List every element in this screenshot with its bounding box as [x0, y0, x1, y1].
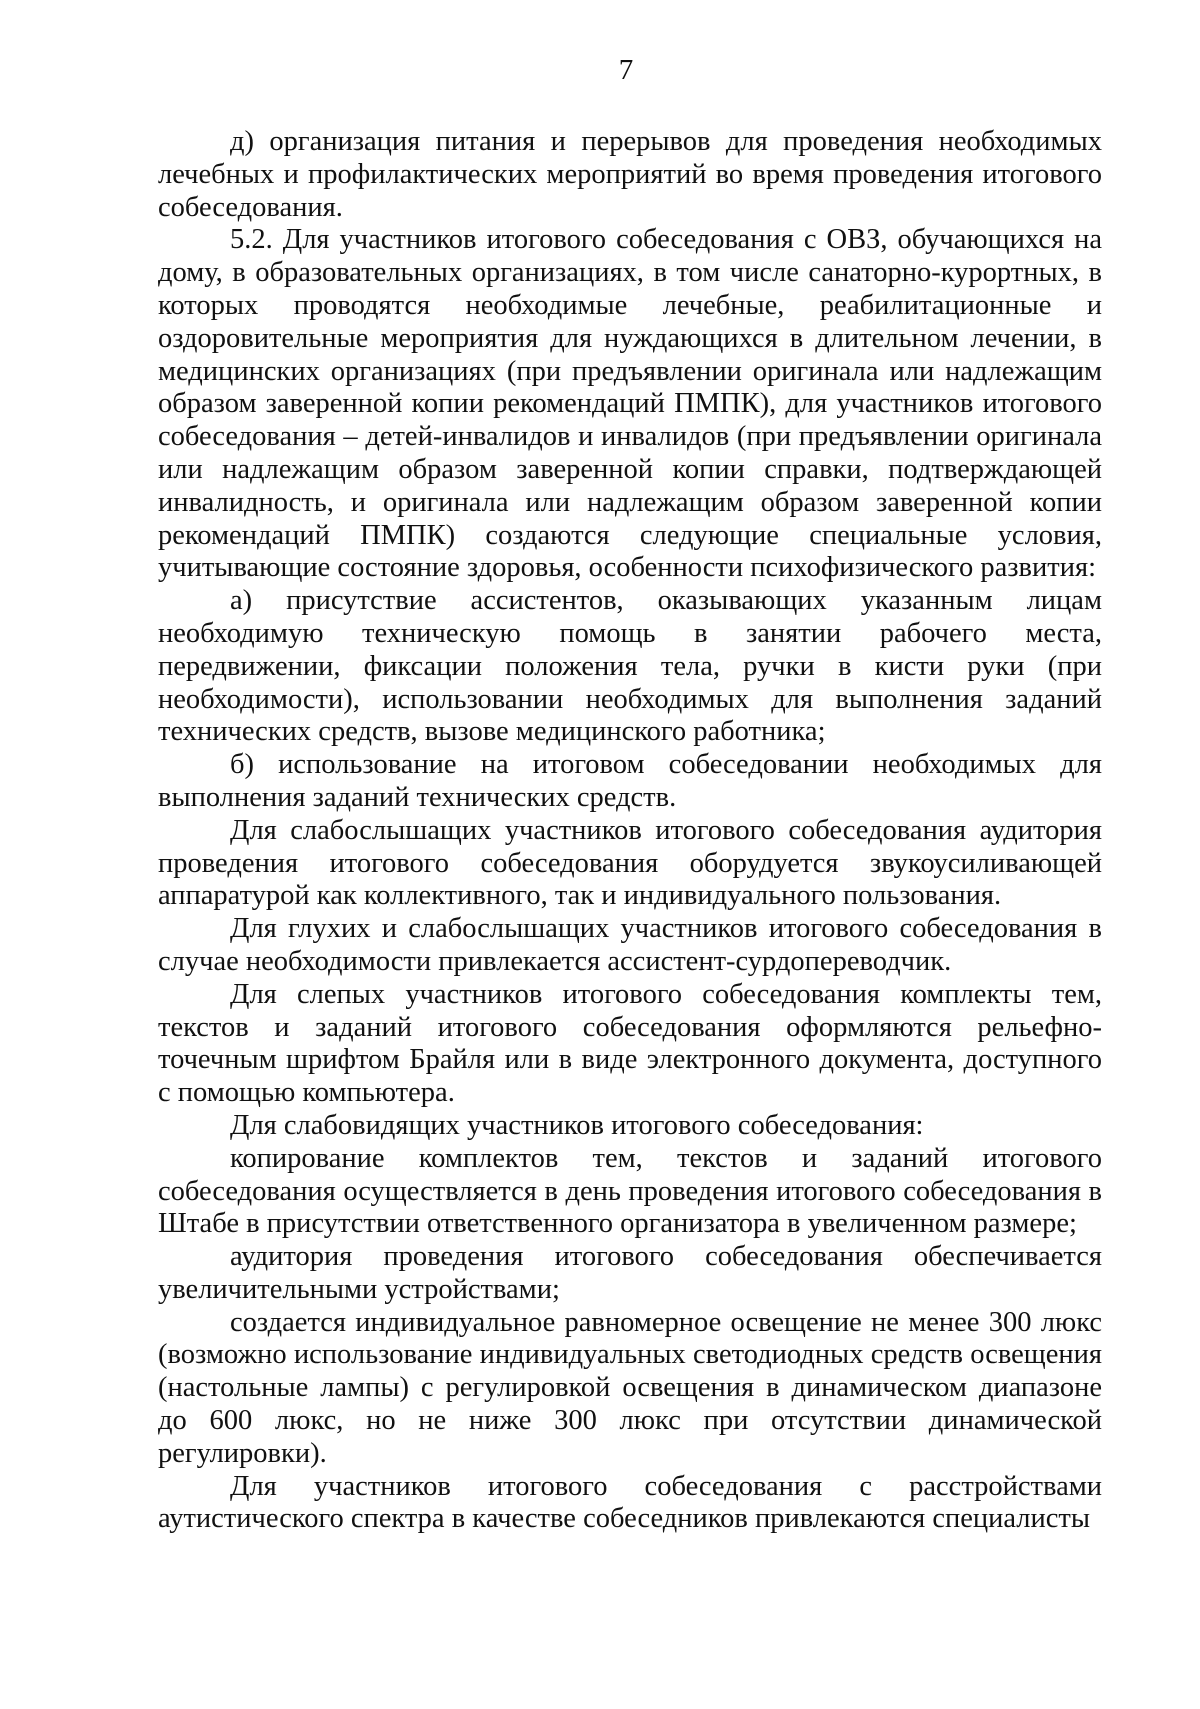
paragraph-deaf: Для глухих и слабослышащих участников итогового собеседования в случае необходимости привлекается ассистент-сурдопереводчик. [158, 913, 1102, 977]
paragraph-autism-spectrum: Для участников итогового собеседования с расстройствами аутистического спектра в качестве собеседников привлекаются специалисты [158, 1470, 1102, 1535]
paragraph-b-technical-means: б) использование на итоговом собеседовании необходимых для выполнения заданий технических средств. [158, 749, 1102, 813]
paragraph-magnifiers: аудитория проведения итогового собеседования обеспечивается увеличительными устройствами; [158, 1241, 1102, 1305]
document-body [158, 126, 1102, 1536]
paragraph-d-meals-breaks: д) организация питания и перерывов для проведения необходимых лечебных и профилактических мероприятий во время проведения итогового собеседования. [158, 126, 1102, 223]
paragraph-copying-materials: копирование комплектов тем, текстов и заданий итогового собеседования осуществляется в день проведения итогового собеседования в Штабе в присутствии ответственного организатора в увеличенном размере; [158, 1142, 1102, 1240]
paragraph-5-2-special-conditions: 5.2. Для участников итогового собеседования с ОВЗ, обучающихся на дому, в образовательных организациях, в том числе санаторно-курортных, в которых проводятся необходимые лечебные, реабилитационные и оздоровительные мероприятия для нуждающихся в длительном лечении, в медицинских организациях (при предъявлении оригинала или надлежащим образом заверенной копии рекомендаций ПМПК), для участников итогового собеседования – детей-инвалидов и инвалидов (при предъявлении оригинала или надлежащим образом заверенной копии справки, подтверждающей инвалидность, и оригинала или надлежащим образом заверенной копии рекомендаций ПМПК) создаются следующие специальные условия, учитывающие состояние здоровья, особенности психофизического развития: [158, 224, 1102, 584]
paragraph-visually-impaired-intro: Для слабовидящих участников итогового собеседования: [230, 1109, 924, 1141]
page-number: 7 [618, 54, 634, 86]
paragraph-blind: Для слепых участников итогового собеседования комплекты тем, текстов и заданий итогового собеседования оформляются рельефно-точечным шрифтом Брайля или в виде электронного документа, доступного с помощью компьютера. [158, 978, 1102, 1109]
paragraph-hard-of-hearing: Для слабослышащих участников итогового собеседования аудитория проведения итогового собеседования оборудуется звукоусиливающей аппаратурой как коллективного, так и индивидуального пользования. [158, 814, 1102, 912]
paragraph-a-assistants: а) присутствие ассистентов, оказывающих указанным лицам необходимую техническую помощь в занятии рабочего места, передвижении, фиксации положения тела, ручки в кисти руки (при необходимости), использовании необходимых для выполнения заданий технических средств, вызове медицинского работника; [158, 585, 1102, 748]
paragraph-lighting: создается индивидуальное равномерное освещение не менее 300 люкс (возможно использование индивидуальных светодиодных средств освещения (настольные лампы) с регулировкой освещения в динамическом диапазоне до 600 люкс, но не ниже 300 люкс при отсутствии динамической регулировки). [158, 1306, 1102, 1469]
